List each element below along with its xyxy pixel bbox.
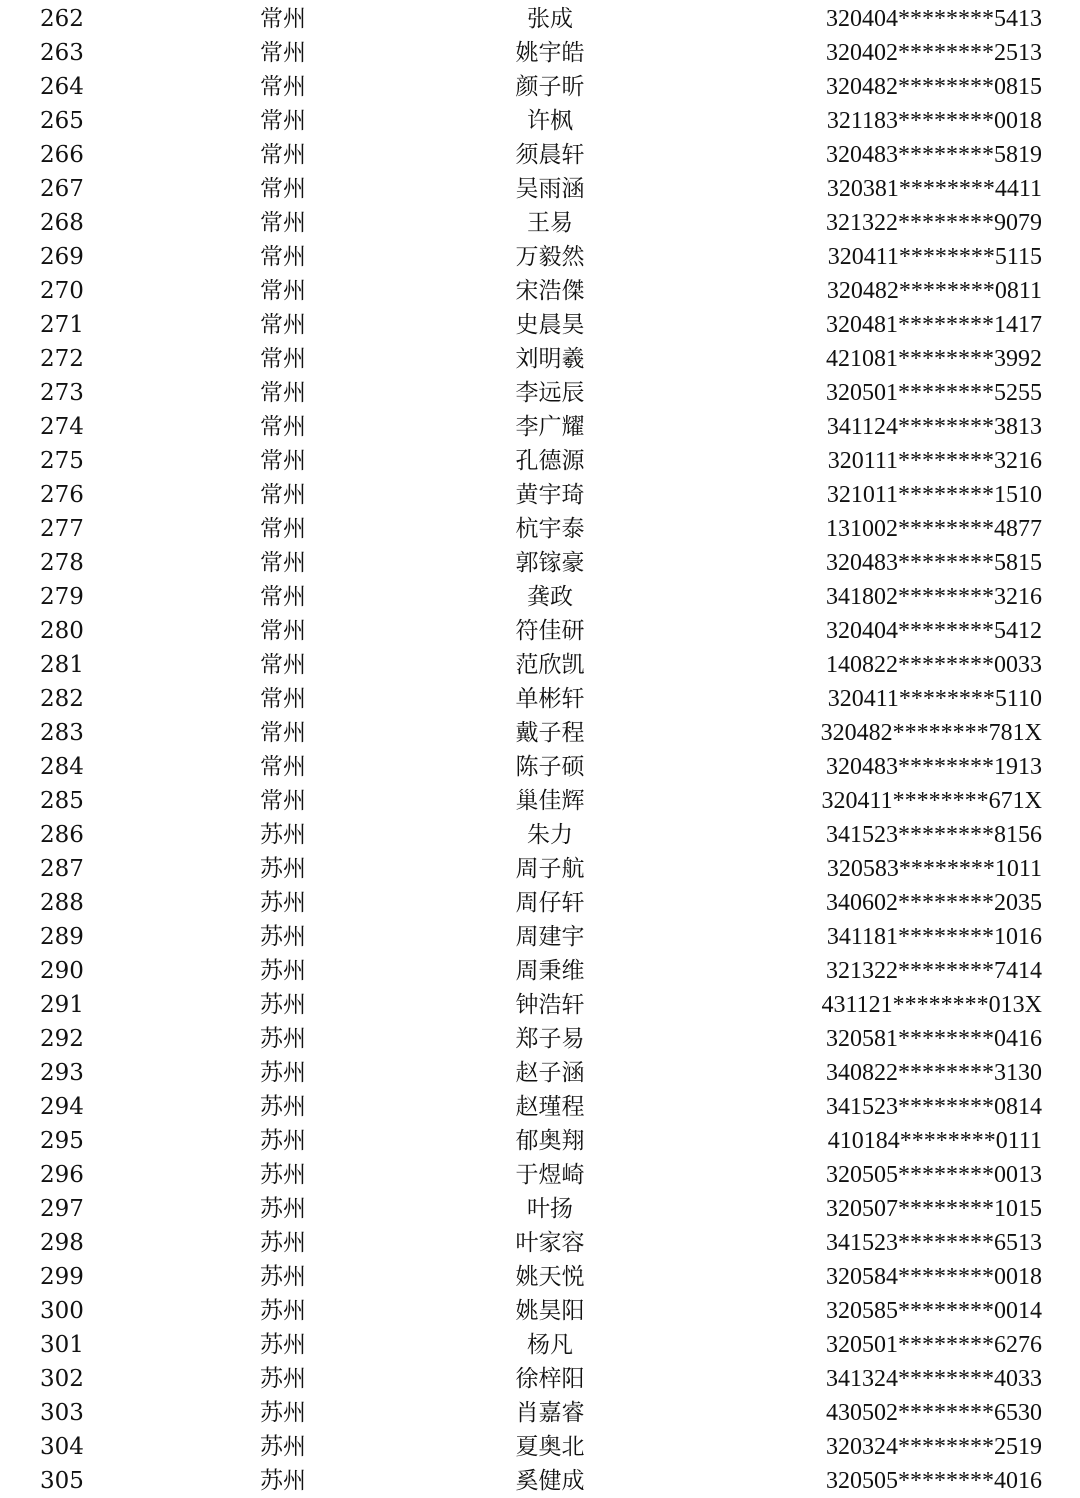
row-city: 苏州 — [260, 822, 306, 848]
row-number: 290 — [40, 958, 84, 984]
row-number: 281 — [40, 652, 84, 678]
row-number: 269 — [40, 244, 84, 270]
row-id-number: 320581********0416 — [826, 1026, 1042, 1052]
row-number: 299 — [40, 1264, 84, 1290]
row-number: 294 — [40, 1094, 84, 1120]
row-name: 颜子昕 — [515, 74, 585, 100]
table-row — [0, 580, 1080, 614]
row-number: 291 — [40, 992, 84, 1018]
row-number: 270 — [40, 278, 84, 304]
table-row — [0, 614, 1080, 648]
row-number: 285 — [40, 788, 84, 814]
row-name: 郁奥翔 — [515, 1128, 585, 1154]
row-id-number: 320411********5115 — [827, 244, 1042, 270]
row-city: 苏州 — [260, 1162, 306, 1188]
table-row — [0, 1260, 1080, 1294]
row-city: 苏州 — [260, 856, 306, 882]
row-name: 符佳研 — [515, 618, 585, 644]
row-name: 戴子程 — [515, 720, 585, 746]
row-city: 常州 — [260, 380, 306, 406]
row-name: 陈子硕 — [515, 754, 585, 780]
table-row — [0, 444, 1080, 478]
table-row — [0, 1022, 1080, 1056]
row-number: 301 — [40, 1332, 84, 1358]
row-id-number: 430502********6530 — [826, 1400, 1042, 1426]
row-id-number: 320381********4411 — [826, 176, 1042, 202]
row-city: 苏州 — [260, 1400, 306, 1426]
row-name: 周秉维 — [515, 958, 585, 984]
row-id-number: 320111********3216 — [827, 448, 1042, 474]
row-city: 常州 — [260, 210, 306, 236]
row-number: 286 — [40, 822, 84, 848]
row-city: 苏州 — [260, 1332, 306, 1358]
table-row — [0, 818, 1080, 852]
row-id-number: 320483********1913 — [826, 754, 1042, 780]
row-name: 徐梓阳 — [515, 1366, 585, 1392]
row-city: 常州 — [260, 516, 306, 542]
table-row — [0, 240, 1080, 274]
row-number: 263 — [40, 40, 84, 66]
row-city: 苏州 — [260, 1060, 306, 1086]
row-name: 赵子涵 — [515, 1060, 585, 1086]
row-city: 苏州 — [260, 890, 306, 916]
row-id-number: 341523********0814 — [826, 1094, 1042, 1120]
row-id-number: 131002********4877 — [826, 516, 1042, 542]
row-id-number: 320584********0018 — [826, 1264, 1042, 1290]
row-number: 266 — [40, 142, 84, 168]
table-row — [0, 648, 1080, 682]
row-id-number: 140822********0033 — [826, 652, 1042, 678]
row-city: 常州 — [260, 686, 306, 712]
table-row — [0, 988, 1080, 1022]
row-id-number: 320482********781X — [820, 720, 1042, 746]
table-row — [0, 954, 1080, 988]
row-name: 姚宇皓 — [515, 40, 585, 66]
row-name: 郑子易 — [515, 1026, 585, 1052]
row-number: 288 — [40, 890, 84, 916]
table-row — [0, 546, 1080, 580]
row-name: 单彬轩 — [515, 686, 585, 712]
table-row — [0, 70, 1080, 104]
row-id-number: 320483********5819 — [826, 142, 1042, 168]
row-id-number: 341523********6513 — [826, 1230, 1042, 1256]
row-id-number: 321322********7414 — [826, 958, 1042, 984]
row-city: 常州 — [260, 278, 306, 304]
row-name: 姚昊阳 — [515, 1298, 585, 1324]
row-name: 黄宇琦 — [515, 482, 585, 508]
row-name: 须晨轩 — [515, 142, 585, 168]
row-city: 常州 — [260, 584, 306, 610]
row-city: 常州 — [260, 346, 306, 372]
table-row — [0, 1362, 1080, 1396]
row-number: 279 — [40, 584, 84, 610]
row-number: 267 — [40, 176, 84, 202]
table-row — [0, 104, 1080, 138]
row-city: 常州 — [260, 618, 306, 644]
row-name: 夏奥北 — [515, 1434, 585, 1460]
row-number: 276 — [40, 482, 84, 508]
table-row — [0, 36, 1080, 70]
table-row — [0, 308, 1080, 342]
row-id-number: 320411********5110 — [827, 686, 1042, 712]
row-number: 284 — [40, 754, 84, 780]
row-name: 杨凡 — [527, 1332, 573, 1358]
row-name: 朱力 — [527, 822, 573, 848]
row-city: 常州 — [260, 652, 306, 678]
row-id-number: 431121********013X — [821, 992, 1042, 1018]
row-name: 郭镓豪 — [515, 550, 585, 576]
row-name: 吴雨涵 — [515, 176, 585, 202]
row-id-number: 421081********3992 — [826, 346, 1042, 372]
row-city: 苏州 — [260, 1468, 306, 1494]
row-name: 宋浩傑 — [515, 278, 585, 304]
row-number: 289 — [40, 924, 84, 950]
row-name: 范欣凯 — [515, 652, 585, 678]
row-id-number: 320411********671X — [821, 788, 1042, 814]
table-row — [0, 784, 1080, 818]
row-name: 史晨昊 — [515, 312, 585, 338]
row-id-number: 341124********3813 — [826, 414, 1042, 440]
row-city: 苏州 — [260, 1128, 306, 1154]
row-city: 常州 — [260, 482, 306, 508]
row-id-number: 321011********1510 — [826, 482, 1042, 508]
row-name: 刘明羲 — [515, 346, 585, 372]
table-row — [0, 342, 1080, 376]
row-city: 常州 — [260, 6, 306, 32]
row-id-number: 320507********1015 — [826, 1196, 1042, 1222]
table-row — [0, 138, 1080, 172]
row-name: 孔德源 — [515, 448, 585, 474]
row-id-number: 321322********9079 — [826, 210, 1042, 236]
row-city: 常州 — [260, 40, 306, 66]
row-number: 268 — [40, 210, 84, 236]
row-number: 287 — [40, 856, 84, 882]
row-number: 300 — [40, 1298, 84, 1324]
table-row — [0, 2, 1080, 36]
row-city: 苏州 — [260, 958, 306, 984]
row-city: 苏州 — [260, 992, 306, 1018]
table-row — [0, 206, 1080, 240]
row-id-number: 320324********2519 — [826, 1434, 1042, 1460]
row-city: 苏州 — [260, 1434, 306, 1460]
table-row — [0, 1294, 1080, 1328]
row-name: 万毅然 — [515, 244, 585, 270]
row-number: 282 — [40, 686, 84, 712]
row-name: 周建宇 — [515, 924, 585, 950]
row-number: 283 — [40, 720, 84, 746]
table-row — [0, 478, 1080, 512]
row-number: 265 — [40, 108, 84, 134]
row-number: 298 — [40, 1230, 84, 1256]
row-city: 常州 — [260, 312, 306, 338]
row-id-number: 321183********0018 — [826, 108, 1042, 134]
row-city: 苏州 — [260, 1196, 306, 1222]
row-name: 张成 — [527, 6, 573, 32]
row-number: 264 — [40, 74, 84, 100]
table-row — [0, 886, 1080, 920]
row-name: 姚天悦 — [515, 1264, 585, 1290]
table-row — [0, 682, 1080, 716]
row-city: 苏州 — [260, 924, 306, 950]
row-name: 赵瑾程 — [515, 1094, 585, 1120]
row-city: 苏州 — [260, 1264, 306, 1290]
table-row — [0, 1328, 1080, 1362]
row-number: 277 — [40, 516, 84, 542]
row-name: 奚健成 — [515, 1468, 585, 1494]
row-name: 肖嘉睿 — [515, 1400, 585, 1426]
row-city: 苏州 — [260, 1230, 306, 1256]
row-number: 303 — [40, 1400, 84, 1426]
row-name: 叶扬 — [527, 1196, 573, 1222]
row-name: 李广耀 — [515, 414, 585, 440]
row-number: 274 — [40, 414, 84, 440]
row-id-number: 320404********5412 — [826, 618, 1042, 644]
row-id-number: 340822********3130 — [826, 1060, 1042, 1086]
row-id-number: 340602********2035 — [826, 890, 1042, 916]
row-city: 常州 — [260, 176, 306, 202]
row-city: 常州 — [260, 550, 306, 576]
row-id-number: 341523********8156 — [826, 822, 1042, 848]
row-id-number: 410184********0111 — [827, 1128, 1042, 1154]
row-number: 293 — [40, 1060, 84, 1086]
row-id-number: 320404********5413 — [826, 6, 1042, 32]
row-city: 常州 — [260, 414, 306, 440]
table-row — [0, 1056, 1080, 1090]
row-id-number: 320583********1011 — [826, 856, 1042, 882]
row-name: 叶家容 — [515, 1230, 585, 1256]
table-row — [0, 512, 1080, 546]
table-row — [0, 1090, 1080, 1124]
row-id-number: 341181********1016 — [826, 924, 1042, 950]
row-name: 李远辰 — [515, 380, 585, 406]
row-id-number: 320505********4016 — [826, 1468, 1042, 1494]
roster-table — [0, 2, 1080, 1498]
table-row — [0, 750, 1080, 784]
row-city: 常州 — [260, 448, 306, 474]
row-city: 常州 — [260, 788, 306, 814]
row-number: 280 — [40, 618, 84, 644]
table-row — [0, 376, 1080, 410]
row-city: 常州 — [260, 754, 306, 780]
table-row — [0, 852, 1080, 886]
row-id-number: 320501********5255 — [826, 380, 1042, 406]
row-name: 龚政 — [527, 584, 573, 610]
table-row — [0, 172, 1080, 206]
row-number: 302 — [40, 1366, 84, 1392]
table-row — [0, 1226, 1080, 1260]
row-number: 272 — [40, 346, 84, 372]
row-number: 296 — [40, 1162, 84, 1188]
table-row — [0, 274, 1080, 308]
row-city: 常州 — [260, 142, 306, 168]
row-city: 苏州 — [260, 1366, 306, 1392]
row-number: 304 — [40, 1434, 84, 1460]
row-name: 钟浩轩 — [515, 992, 585, 1018]
row-name: 于煜崎 — [515, 1162, 585, 1188]
table-row — [0, 1396, 1080, 1430]
table-row — [0, 410, 1080, 444]
row-id-number: 320402********2513 — [826, 40, 1042, 66]
row-number: 271 — [40, 312, 84, 338]
row-name: 周子航 — [515, 856, 585, 882]
row-id-number: 320481********1417 — [826, 312, 1042, 338]
row-city: 苏州 — [260, 1298, 306, 1324]
row-number: 295 — [40, 1128, 84, 1154]
row-name: 王易 — [527, 210, 573, 236]
table-row — [0, 1192, 1080, 1226]
table-row — [0, 920, 1080, 954]
row-number: 262 — [40, 6, 84, 32]
row-name: 许枫 — [527, 108, 573, 134]
row-id-number: 320483********5815 — [826, 550, 1042, 576]
table-row — [0, 1430, 1080, 1464]
row-name: 杭宇泰 — [515, 516, 585, 542]
row-number: 297 — [40, 1196, 84, 1222]
row-id-number: 320505********0013 — [826, 1162, 1042, 1188]
row-name: 巢佳辉 — [515, 788, 585, 814]
table-row — [0, 1158, 1080, 1192]
table-row — [0, 1464, 1080, 1498]
table-row — [0, 716, 1080, 750]
row-id-number: 320482********0815 — [826, 74, 1042, 100]
row-city: 苏州 — [260, 1026, 306, 1052]
row-city: 常州 — [260, 108, 306, 134]
row-city: 常州 — [260, 244, 306, 270]
row-number: 273 — [40, 380, 84, 406]
row-number: 292 — [40, 1026, 84, 1052]
row-city: 常州 — [260, 720, 306, 746]
row-id-number: 341802********3216 — [826, 584, 1042, 610]
row-number: 275 — [40, 448, 84, 474]
row-id-number: 320501********6276 — [826, 1332, 1042, 1358]
row-city: 苏州 — [260, 1094, 306, 1120]
row-name: 周仔轩 — [515, 890, 585, 916]
row-number: 278 — [40, 550, 84, 576]
row-id-number: 320585********0014 — [826, 1298, 1042, 1324]
row-id-number: 341324********4033 — [826, 1366, 1042, 1392]
row-id-number: 320482********0811 — [826, 278, 1042, 304]
row-number: 305 — [40, 1468, 84, 1494]
row-city: 常州 — [260, 74, 306, 100]
table-row — [0, 1124, 1080, 1158]
